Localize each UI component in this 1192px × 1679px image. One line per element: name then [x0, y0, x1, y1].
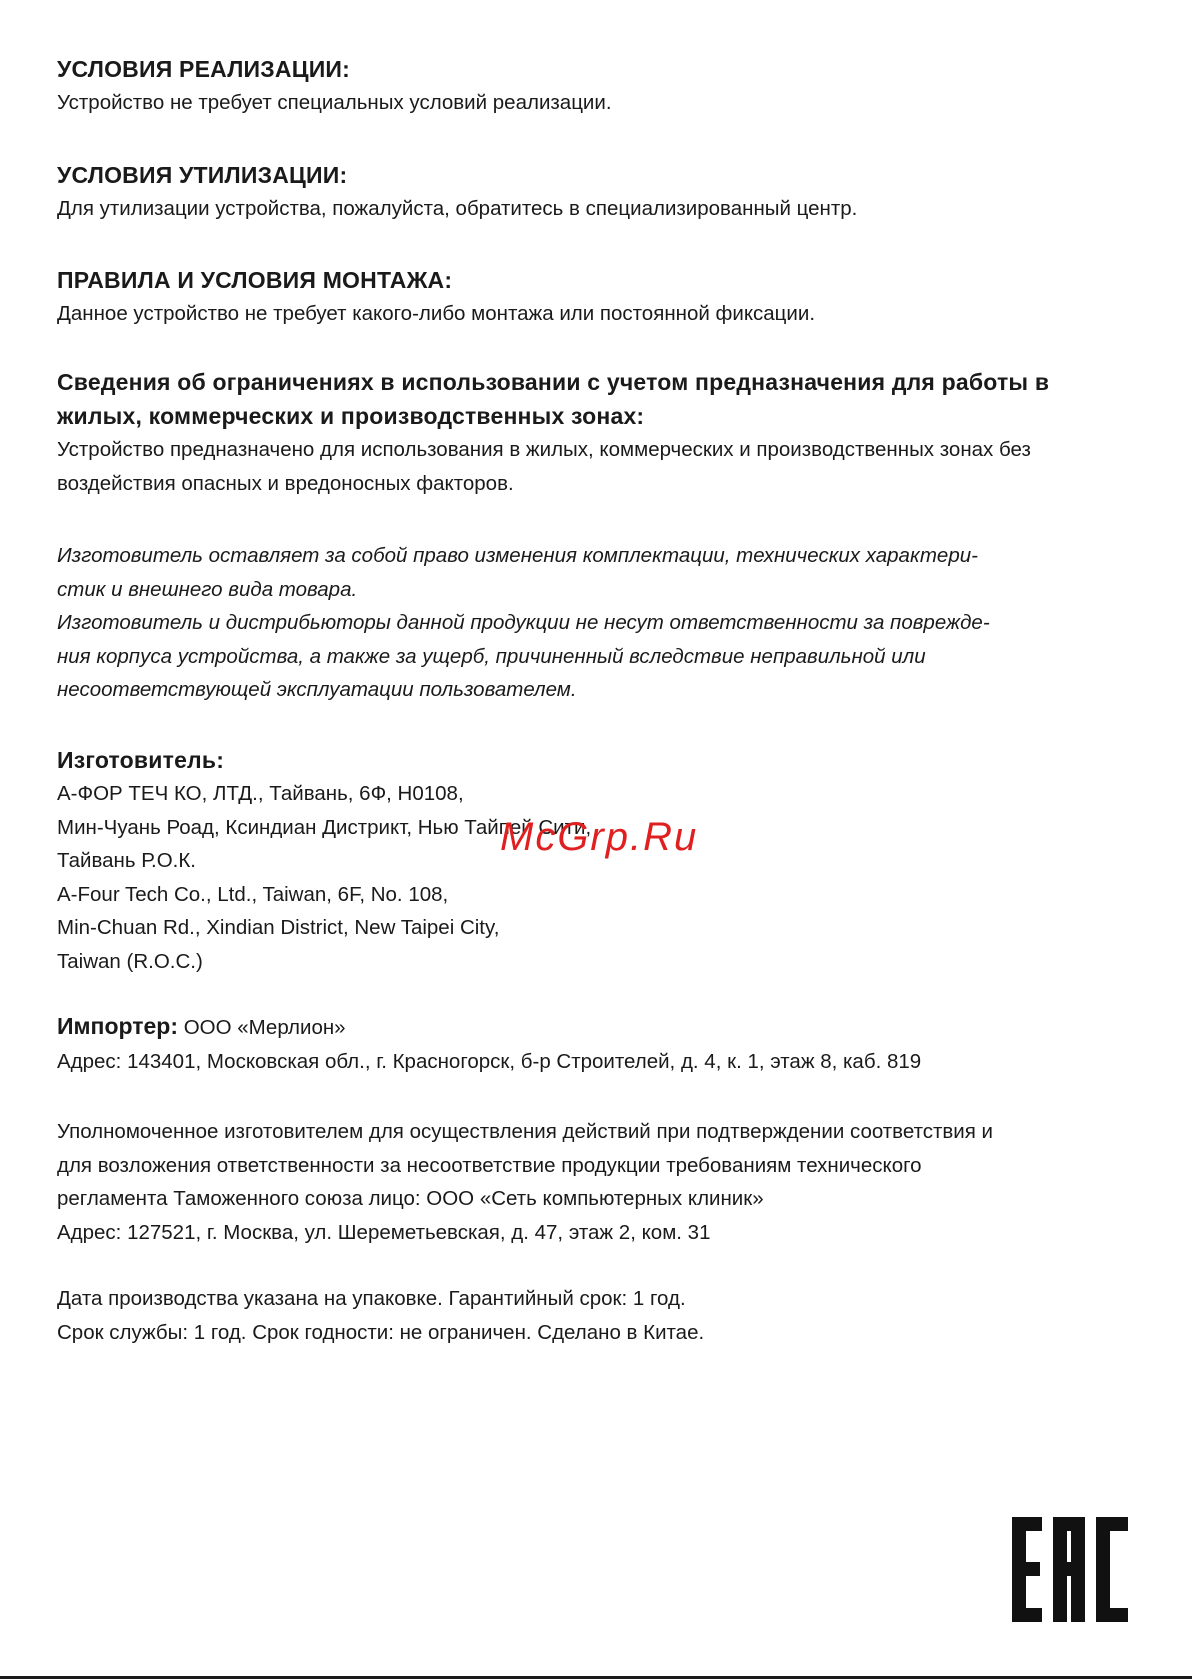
heading-sale-conditions: УСЛОВИЯ РЕАЛИЗАЦИИ:	[57, 56, 351, 82]
text-authorized-person: Уполномоченное изготовителем для осуществления действий при подтверждении соответствия и для возложения ответственности за несоответствие продукции требованиям технического регламента Таможенного союза лицо: ООО «Сеть компьютерных клиник» Адрес: 127521, г. Москва, ул. Шереметьевская, д. 47, этаж 2, ком. 31	[57, 1120, 993, 1244]
section-mounting-rules	[57, 263, 815, 331]
text-mounting-rules: Данное устройство не требует какого-либо монтажа или постоянной фиксации.	[57, 302, 816, 325]
importer-name: ООО «Мерлион»	[178, 1016, 346, 1039]
section-sale-conditions	[57, 52, 612, 120]
section-production-info	[57, 1282, 704, 1349]
watermark: McGrp.Ru	[500, 815, 699, 859]
section-disposal-conditions	[57, 158, 857, 226]
heading-manufacturer: Изготовитель:	[57, 747, 225, 773]
heading-usage-restrictions: Сведения об ограничениях в использовании с учетом предназначения для работы в жилых, коммерческих и производственных зонах:	[57, 369, 1050, 429]
section-disclaimer	[57, 539, 990, 707]
heading-mounting-rules: ПРАВИЛА И УСЛОВИЯ МОНТАЖА:	[57, 267, 453, 293]
text-usage-restrictions: Устройство предназначено для использования в жилых, коммерческих и производственных зонах без воздействия опасных и вредоносных факторов.	[57, 438, 1031, 495]
eac-mark	[1012, 1517, 1128, 1622]
section-importer	[57, 1010, 921, 1078]
text-disposal-conditions: Для утилизации устройства, пожалуйста, обратитесь в специализированный центр.	[57, 197, 858, 220]
section-usage-restrictions	[57, 365, 1049, 500]
section-authorized-person	[57, 1115, 993, 1249]
text-disclaimer: Изготовитель оставляет за собой право изменения комплектации, технических характери- стик и внешнего вида товара. Изготовитель и дистрибьюторы данной продукции не несут ответственности за поврежде- ния корпуса устройства, а также за ущерб, причиненный вследствие неправильной или несоответствующей эксплуатации пользователем.	[57, 544, 990, 701]
importer-label: Импортер:	[57, 1013, 178, 1039]
text-sale-conditions: Устройство не требует специальных условий реализации.	[57, 91, 612, 114]
section-manufacturer	[57, 743, 591, 978]
text-importer	[57, 1010, 921, 1078]
text-production-info: Дата производства указана на упаковке. Гарантийный срок: 1 год. Срок службы: 1 год. Срок годности: не ограничен. Сделано в Китае.	[57, 1287, 705, 1344]
text-manufacturer-address: А-ФОР ТЕЧ КО, ЛТД., Тайвань, 6Ф, Н0108, Мин-Чуань Роад, Ксиндиан Дистрикт, Нью Тайпей Сити, Тайвань Р.О.К. A-Four Tech Co., Ltd., Taiwan, 6F, No. 108, Min-Chuan Rd., Xindian District, New Taipei City, Taiwan (R.O.C.)	[57, 782, 592, 973]
heading-disposal-conditions: УСЛОВИЯ УТИЛИЗАЦИИ:	[57, 162, 348, 188]
importer-address: Адрес: 143401, Московская обл., г. Красногорск, б-р Строителей, д. 4, к. 1, этаж 8, каб. 819	[57, 1049, 922, 1073]
